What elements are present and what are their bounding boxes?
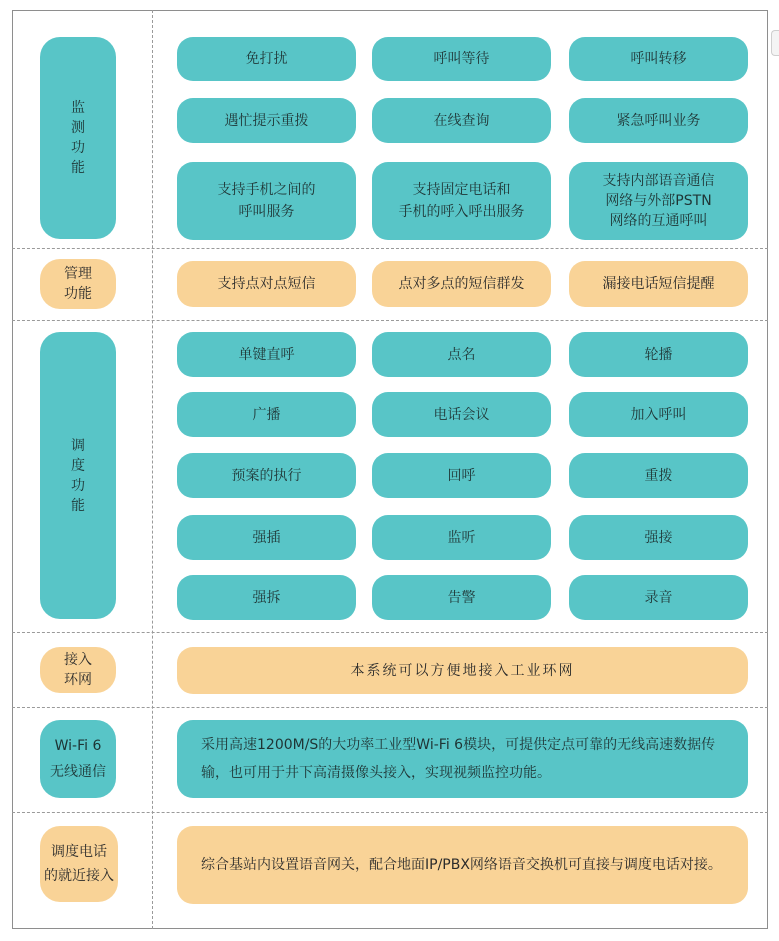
phone-access-description-box: 综合基站内设置语音网关，配合地面IP/PBX网络语音交换机可直接与调度电话对接。 bbox=[177, 826, 748, 904]
feature-box: 预案的执行 bbox=[177, 453, 356, 498]
row-divider bbox=[12, 248, 768, 249]
column-divider bbox=[152, 10, 153, 929]
feature-box: 呼叫等待 bbox=[372, 37, 551, 81]
category-ring bbox=[40, 647, 116, 693]
category-phone bbox=[40, 826, 118, 902]
feature-box: 重拨 bbox=[569, 453, 748, 498]
feature-box: 支持手机之间的 呼叫服务 bbox=[177, 162, 356, 240]
category-wifi bbox=[40, 720, 116, 798]
feature-box: 轮播 bbox=[569, 332, 748, 377]
wifi-description-box: 采用高速1200M/S的大功率工业型Wi-Fi 6模块，可提供定点可靠的无线高速数据传输，也可用于井下高清摄像头接入，实现视频监控功能。 bbox=[177, 720, 748, 798]
feature-box: 监听 bbox=[372, 515, 551, 560]
feature-box: 支持内部语音通信 网络与外部PSTN 网络的互通呼叫 bbox=[569, 162, 748, 240]
feature-box: 在线查询 bbox=[372, 98, 551, 143]
feature-box: 免打扰 bbox=[177, 37, 356, 81]
category-monitor bbox=[40, 37, 116, 239]
feature-box: 点名 bbox=[372, 332, 551, 377]
feature-box: 电话会议 bbox=[372, 392, 551, 437]
feature-box: 单键直呼 bbox=[177, 332, 356, 377]
feature-box: 广播 bbox=[177, 392, 356, 437]
category-wifi-label: Wi-Fi 6 无线通信 bbox=[50, 738, 106, 780]
category-dispatch bbox=[40, 332, 116, 619]
category-manage-label: 管理 功能 bbox=[64, 266, 92, 302]
category-ring-label: 接入 环网 bbox=[64, 652, 92, 688]
feature-box: 录音 bbox=[569, 575, 748, 620]
category-dispatch-label: 调度功能 bbox=[71, 437, 85, 514]
feature-box: 强接 bbox=[569, 515, 748, 560]
feature-box: 遇忙提示重拨 bbox=[177, 98, 356, 143]
feature-box: 呼叫转移 bbox=[569, 37, 748, 81]
row-divider bbox=[12, 632, 768, 633]
feature-box: 紧急呼叫业务 bbox=[569, 98, 748, 143]
row-divider bbox=[12, 707, 768, 708]
feature-box: 点对多点的短信群发 bbox=[372, 261, 551, 307]
feature-box: 加入呼叫 bbox=[569, 392, 748, 437]
feature-box: 强插 bbox=[177, 515, 356, 560]
category-phone-label: 调度电话 的就近接入 bbox=[44, 844, 114, 884]
feature-box: 强拆 bbox=[177, 575, 356, 620]
feature-box: 告警 bbox=[372, 575, 551, 620]
ring-access-box: 本系统可以方便地接入工业环网 bbox=[177, 647, 748, 694]
page-edge-tab bbox=[771, 30, 779, 56]
feature-box: 漏接电话短信提醒 bbox=[569, 261, 748, 307]
row-divider bbox=[12, 320, 768, 321]
feature-box: 支持固定电话和 手机的呼入呼出服务 bbox=[372, 162, 551, 240]
feature-box: 支持点对点短信 bbox=[177, 261, 356, 307]
category-monitor-label: 监测功能 bbox=[71, 100, 85, 176]
row-divider bbox=[12, 812, 768, 813]
feature-box: 回呼 bbox=[372, 453, 551, 498]
category-manage bbox=[40, 259, 116, 309]
